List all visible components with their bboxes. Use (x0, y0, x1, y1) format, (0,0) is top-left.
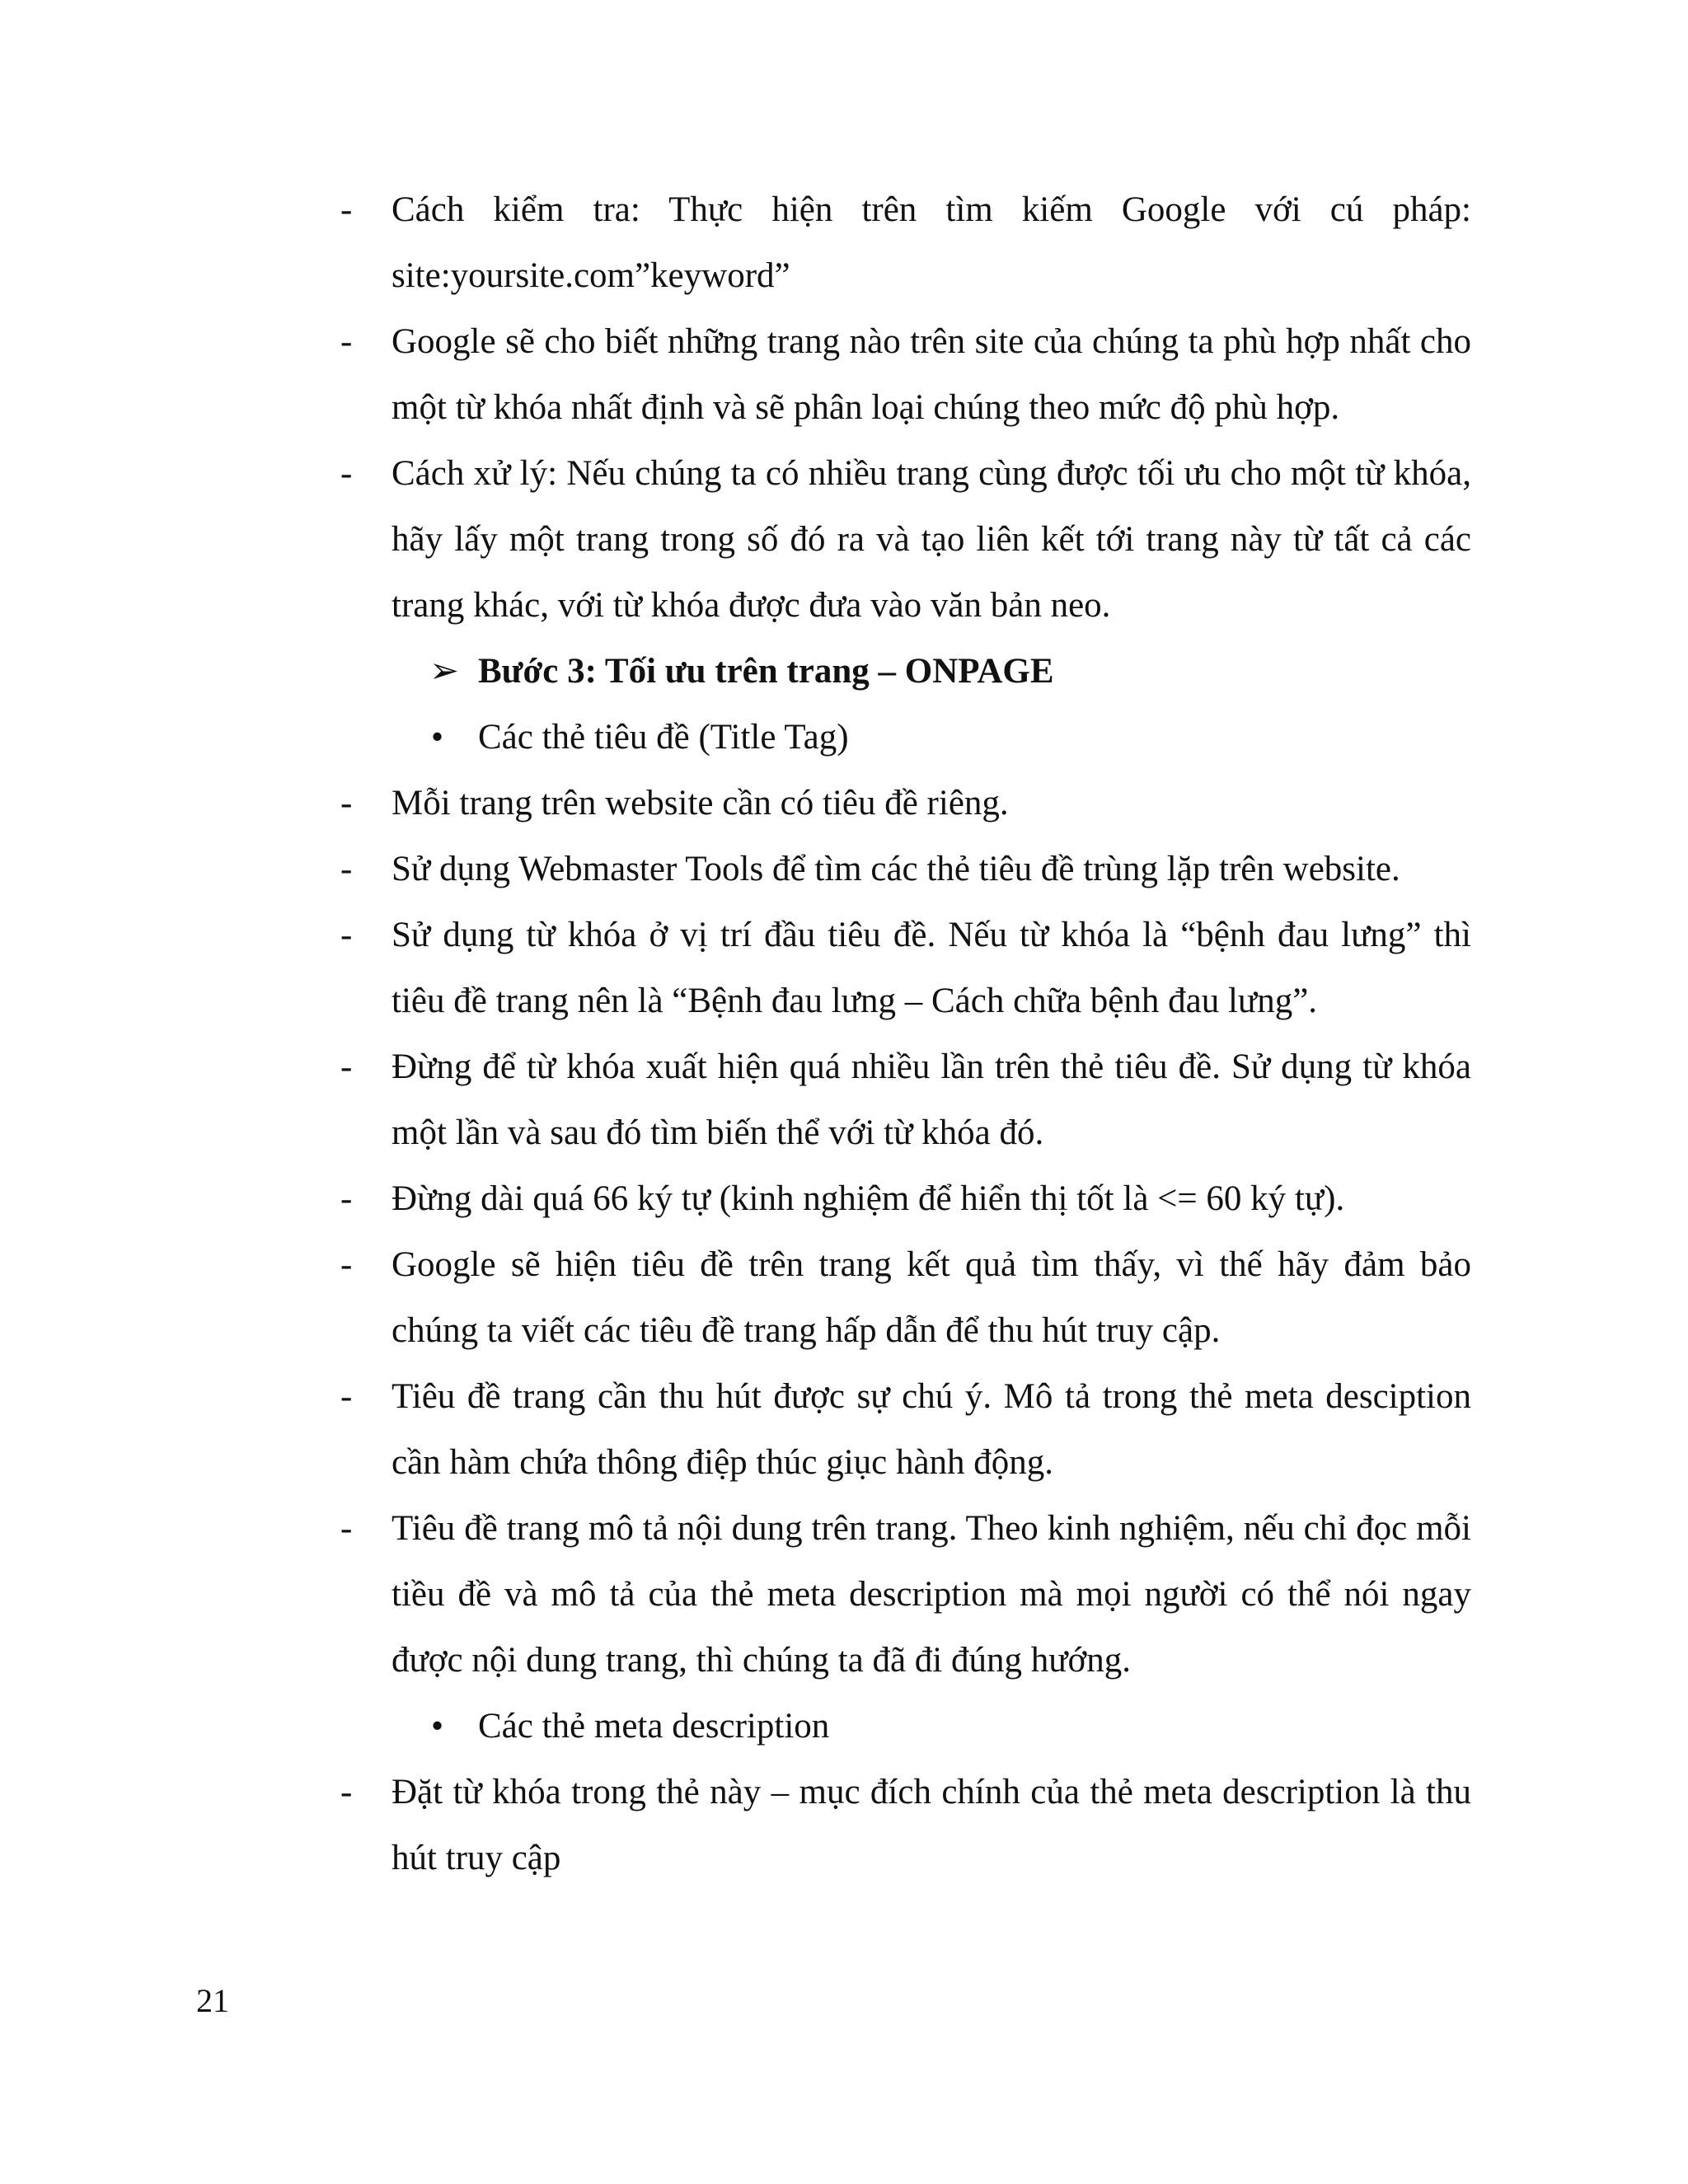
dash-marker: - (340, 1773, 353, 1811)
section-heading-text: Bước 3: Tối ưu trên trang – ONPAGE (478, 652, 1054, 691)
list-item-text: Cách kiểm tra: Thực hiện trên tìm kiếm Google với cú pháp: site:yoursite.com”keyword” (392, 190, 1471, 295)
list-item (334, 902, 1471, 1034)
list-item (334, 177, 1471, 309)
list-item-text: Google sẽ hiện tiêu đề trên trang kết quả tìm thấy, vì thế hãy đảm bảo chúng ta viết các tiêu đề trang hấp dẫn để thu hút truy cập. (392, 1245, 1471, 1350)
list-item-text: Sử dụng từ khóa ở vị trí đầu tiêu đề. Nếu từ khóa là “bệnh đau lưng” thì tiêu đề trang nên là “Bệnh đau lưng – Cách chữa bệnh đau lưng”. (392, 916, 1471, 1020)
dash-marker: - (340, 1245, 353, 1284)
list-item (334, 441, 1471, 639)
page-number: 21 (196, 1982, 229, 2019)
bullet-item-text: Các thẻ tiêu đề (Title Tag) (478, 718, 849, 757)
list-item (334, 1232, 1471, 1364)
list-item-text: Mỗi trang trên website cần có tiêu đề riêng. (392, 784, 1009, 823)
list-item-text: Đừng dài quá 66 ký tự (kinh nghiệm để hiển thị tốt là <= 60 ký tự). (392, 1179, 1345, 1218)
list-item (334, 1760, 1471, 1891)
bullet-item-text: Các thẻ meta description (478, 1707, 830, 1746)
dash-marker: - (340, 916, 353, 954)
dash-marker: - (340, 850, 353, 888)
list-item (334, 1166, 1471, 1232)
bullet-item (334, 1694, 1471, 1760)
dash-marker: - (340, 784, 353, 823)
list-item (334, 771, 1471, 837)
dash-marker: - (340, 190, 353, 229)
list-item (334, 1364, 1471, 1496)
bullet-item (334, 705, 1471, 771)
dash-marker: - (340, 1377, 353, 1416)
dash-marker: - (340, 1047, 353, 1086)
list-item-text: Sử dụng Webmaster Tools để tìm các thẻ tiêu đề trùng lặp trên website. (392, 850, 1400, 888)
list-item-text: Tiêu đề trang cần thu hút được sự chú ý. Mô tả trong thẻ meta desciption cần hàm chứa thông điệp thúc giục hành động. (392, 1377, 1471, 1482)
section-heading (334, 639, 1471, 705)
list-item (334, 1496, 1471, 1694)
page-content (334, 177, 1471, 1891)
list-item (334, 309, 1471, 441)
list-item-text: Google sẽ cho biết những trang nào trên site của chúng ta phù hợp nhất cho một từ khóa nhất định và sẽ phân loại chúng theo mức độ phù hợp. (392, 322, 1471, 427)
list-item-text: Tiêu đề trang mô tả nội dung trên trang. Theo kinh nghiệm, nếu chỉ đọc mỗi tiều đề và mô tả của thẻ meta description mà mọi người có thể nói ngay được nội dung trang, thì chúng ta đã đi đúng hướng. (392, 1509, 1471, 1680)
list-item (334, 837, 1471, 902)
dash-marker: - (340, 454, 353, 493)
arrow-marker-icon: ➢ (429, 652, 460, 691)
dash-marker: - (340, 322, 353, 361)
list-item-text: Đừng để từ khóa xuất hiện quá nhiều lần trên thẻ tiêu đề. Sử dụng từ khóa một lần và sau đó tìm biến thể với từ khóa đó. (392, 1047, 1471, 1152)
bullet-marker: • (431, 718, 444, 757)
list-item-text: Đặt từ khóa trong thẻ này – mục đích chính của thẻ meta description là thu hút truy cập (392, 1773, 1471, 1877)
list-item (334, 1034, 1471, 1166)
dash-marker: - (340, 1509, 353, 1548)
dash-marker: - (340, 1179, 353, 1218)
bullet-marker: • (431, 1707, 444, 1746)
list-item-text: Cách xử lý: Nếu chúng ta có nhiều trang cùng được tối ưu cho một từ khóa, hãy lấy một trang trong số đó ra và tạo liên kết tới trang này từ tất cả các trang khác, với từ khóa được đưa vào văn bản neo. (392, 454, 1471, 625)
